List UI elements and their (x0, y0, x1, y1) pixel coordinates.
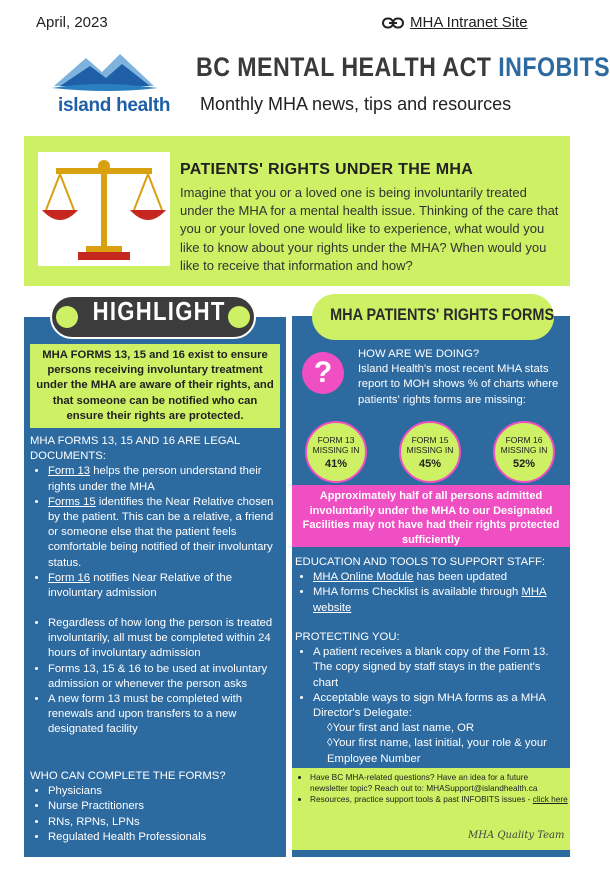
list-item (48, 464, 280, 494)
list-item-text: identifies the Near Relative chosen by the patient. This can be a relative, a friend or someone else that the patient feels comfortable being notified of their involuntary status. (48, 495, 274, 569)
protecting-list (295, 645, 567, 767)
click-here-link[interactable]: click here (532, 794, 568, 804)
list-item: • Have BC MHA-related questions? Have an idea for a future newsletter topic? Reach out to: MHASupport@islandhealth.ca (310, 772, 568, 794)
list-item-text: helps the person understand their rights under the MHA (48, 465, 262, 493)
list-item (48, 495, 280, 571)
title-main: BC MENTAL HEALTH ACT (196, 52, 499, 82)
list-item (310, 794, 568, 805)
newsletter-subtitle: Monthly MHA news, tips and resources (200, 94, 512, 114)
pill-dot (56, 306, 78, 328)
list-item (48, 571, 280, 601)
sign-way: ◊Your first and last name, OR (327, 722, 475, 735)
list-item: • RNs, RPNs, LPNs (48, 815, 280, 830)
issue-date: April, 2023 (36, 14, 108, 31)
form-13-link[interactable]: Form 13 (48, 465, 91, 478)
stat-label: FORM 15 MISSING IN (406, 435, 454, 455)
who-section (30, 769, 280, 845)
title-accent: INFOBITS (498, 52, 610, 82)
list-item: • Nurse Practitioners (48, 799, 280, 814)
list-item: • Regardless of how long the person is treated involuntarily, all must be completed within 24 hours of involuntary admission (48, 616, 280, 662)
rights-forms-heading: MHA PATIENTS' RIGHTS FORMS (330, 305, 555, 324)
intranet-link[interactable] (382, 14, 528, 31)
list-item: • Physicians (48, 784, 280, 799)
legal-docs-section (30, 434, 280, 601)
how-body: Island Health's most recent MHA stats report to MOH shows % of charts where patients' rights forms are missing: (358, 363, 559, 406)
footer-list (296, 772, 568, 805)
mha-website-link[interactable]: MHA website (313, 586, 547, 614)
protecting-section (295, 630, 567, 767)
legal-docs-heading: MHA FORMS 13, 15 AND 16 ARE LEGAL DOCUMENTS: (30, 435, 240, 463)
who-heading: WHO CAN COMPLETE THE FORMS? (30, 770, 226, 782)
scales-of-justice-icon (38, 152, 170, 266)
list-item-text: Acceptable ways to sign MHA forms as a MHA Director's Delegate: (313, 691, 546, 720)
pink-note: Approximately half of all persons admitted involuntarily under the MHA to our Designated Facilities may not have had their rights protected sufficiently (302, 490, 560, 546)
list-item: • Regulated Health Professionals (48, 830, 280, 845)
how-section (358, 347, 566, 408)
logo-text: island health (58, 95, 171, 116)
link-icon (382, 17, 404, 29)
rules-section (30, 616, 280, 738)
form-16-link[interactable]: Form 16 (48, 571, 91, 584)
highlight-callout: MHA FORMS 13, 15 and 16 exist to ensure persons receiving involuntary treatment under the MHA are aware of their rights, and that someone can be notified who can ensure their rights are protected. (36, 349, 274, 422)
how-heading: HOW ARE WE DOING? (358, 348, 480, 360)
team-signature: MHA Quality Team (468, 830, 565, 841)
sign-ways (313, 721, 567, 767)
education-section (295, 555, 567, 616)
list-item-text: has been updated (413, 571, 508, 584)
protecting-heading: PROTECTING YOU: (295, 631, 400, 643)
sign-way: ◊Your first name, last initial, your role & your Employee Number (327, 737, 547, 765)
education-heading: EDUCATION AND TOOLS TO SUPPORT STAFF: (295, 556, 546, 568)
form-15-link[interactable]: Forms 15 (48, 495, 96, 508)
newsletter-title (196, 52, 610, 83)
list-item (313, 585, 567, 615)
stat-label: FORM 16 MISSING IN (500, 435, 548, 455)
question-icon: ? (302, 352, 344, 394)
mha-online-module-link[interactable]: MHA Online Module (313, 571, 414, 584)
banner-body: Imagine that you or a loved one is being involuntarily treated under the MHA for a mental health issue. Thinking of the care that you or your loved one would like to experience, what would you like to know about your rights under the MHA? When would you like to receive that information and how? (180, 185, 559, 273)
who-list (30, 784, 280, 845)
highlight-heading: HIGHLIGHT (92, 296, 226, 326)
list-item-text: notifies Near Relative of the involuntary admission (48, 571, 232, 600)
stat-form-13 (305, 421, 367, 483)
list-item (313, 691, 567, 767)
stat-value: 45% (418, 458, 442, 470)
banner-title: PATIENTS' RIGHTS UNDER THE MHA (180, 161, 474, 178)
stat-form-16 (493, 421, 555, 483)
education-list (295, 570, 567, 616)
rules-list (30, 616, 280, 738)
stat-value: 41% (324, 458, 348, 470)
list-item: • A new form 13 must be completed with renewals and upon transfers to a new designated facility (48, 692, 280, 738)
stat-label: FORM 13 MISSING IN (312, 435, 360, 455)
legal-docs-list (30, 464, 280, 601)
intranet-link-label[interactable]: MHA Intranet Site (410, 14, 528, 31)
list-item (313, 570, 567, 585)
pill-dot (228, 306, 250, 328)
list-item: • A patient receives a blank copy of the Form 13. The copy signed by staff stays in the patient's chart (313, 645, 567, 691)
stat-value: 52% (512, 458, 536, 470)
stat-form-15 (399, 421, 461, 483)
list-item-text: MHA forms Checklist is available through (313, 586, 522, 599)
list-item-text: Resources, practice support tools & past INFOBITS issues - (310, 794, 533, 804)
list-item: • Forms 13, 15 & 16 to be used at involuntary admission or whenever the person asks (48, 662, 280, 692)
contact-footer (296, 772, 568, 805)
